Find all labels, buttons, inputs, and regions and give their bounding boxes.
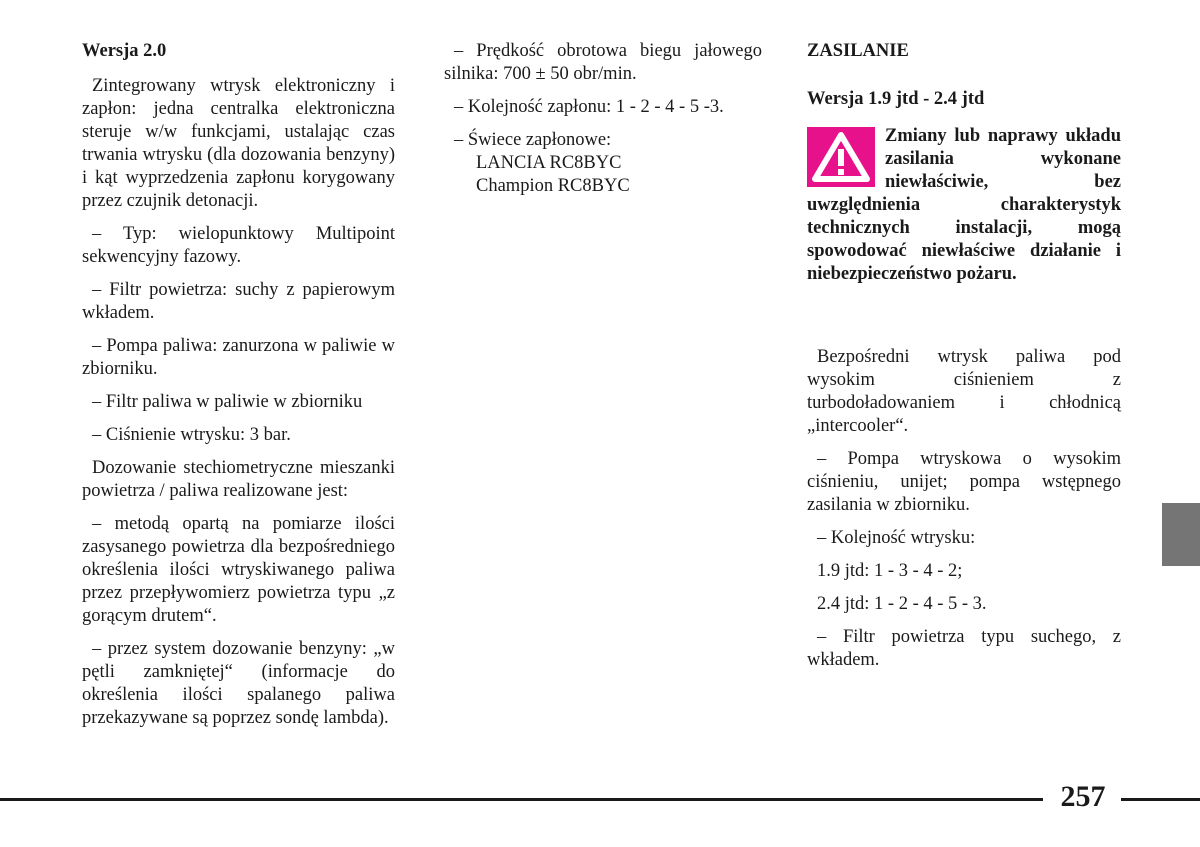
spec-item-air-filter-dry: – Filtr powietrza typu suchego, z wkładem. xyxy=(807,627,1121,670)
footer-rule-right xyxy=(1121,798,1200,801)
chapter-thumb-tab xyxy=(1162,503,1200,566)
dosing-paragraph: Dozowanie stechiometryczne mieszanki powietrza / paliwa realizowane jest: xyxy=(82,458,395,501)
warning-box xyxy=(807,125,1121,286)
spec-item-idle-speed: – Prędkość obrotowa biegu jałowego silnika: 700 ± 50 obr/min. xyxy=(444,41,762,84)
spec-item-pressure: – Ciśnienie wtrysku: 3 bar. xyxy=(92,425,291,445)
injection-order-2-4: 2.4 jtd: 1 - 2 - 4 - 5 - 3. xyxy=(817,594,987,614)
page-number: 257 xyxy=(1060,780,1106,813)
spark-plugs-label: – Świece zapłonowe: xyxy=(454,130,612,150)
version-heading-jtd: Wersja 1.9 jtd - 2.4 jtd xyxy=(807,89,985,109)
spec-item-firing-order: – Kolejność zapłonu: 1 - 2 - 4 - 5 -3. xyxy=(454,97,724,117)
method-item-hot-wire: – metodą opartą na pomiarze ilości zasysanego powietrza dla bezpośredniego określenia ilości wtryskiwanego paliwa przez przepływomierz powietrza typu „z gorącym drutem“. xyxy=(82,514,395,626)
spec-item-fuel-pump: – Pompa paliwa: zanurzona w paliwie w zbiorniku. xyxy=(82,336,395,379)
spec-item-type: – Typ: wielopunktowy Multipoint sekwencyjny fazowy. xyxy=(82,224,395,267)
spark-plug-champion: Champion RC8BYC xyxy=(476,176,630,196)
injection-order-label: – Kolejność wtrysku: xyxy=(817,528,976,548)
right-column xyxy=(807,40,1121,682)
footer-rule-left xyxy=(0,798,1043,801)
spec-item-air-filter: – Filtr powietrza: suchy z papierowym wkładem. xyxy=(82,280,395,323)
spec-item-fuel-filter: – Filtr paliwa w paliwie w zbiorniku xyxy=(92,392,363,412)
direct-injection-paragraph: Bezpośredni wtrysk paliwa pod wysokim ciśnieniem z turbodoładowaniem i chłodnicą „intercooler“. xyxy=(807,347,1121,436)
method-item-closed-loop: – przez system dozowanie benzyny: „w pętli zamkniętej“ (informacje do określenia ilości spalanego paliwa przekazywane są poprzez sondę lambda). xyxy=(82,639,395,728)
warning-triangle-icon xyxy=(807,127,875,187)
section-heading-wersja-2-0: Wersja 2.0 xyxy=(82,41,167,61)
section-title-zasilanie: ZASILANIE xyxy=(807,41,909,61)
injection-order-1-9: 1.9 jtd: 1 - 3 - 4 - 2; xyxy=(817,561,963,581)
warning-text: Zmiany lub naprawy układu zasilania wykonane niewłaściwie, bez uwzględnienia charakterystyk technicznych instalacji, mogą spowodować niewłaściwe działanie i niebezpieczeństwo pożaru. xyxy=(807,126,1121,284)
spec-item-injection-pump: – Pompa wtryskowa o wysokim ciśnieniu, unijet; pompa wstępnego zasilania w zbiorniku. xyxy=(807,449,1121,515)
spark-plugs-block xyxy=(444,129,762,198)
spark-plug-lancia: LANCIA RC8BYC xyxy=(476,153,622,173)
left-column xyxy=(82,40,395,740)
intro-paragraph: Zintegrowany wtrysk elektroniczny i zapłon: jedna centralka elektroniczna steruje w/w funkcjami, ustalając czas trwania wtrysku (dla dozowania benzyny) i kąt wyprzedzenia zapłonu korygowany przez czujnik detonacji. xyxy=(82,76,395,211)
middle-column xyxy=(444,40,762,208)
